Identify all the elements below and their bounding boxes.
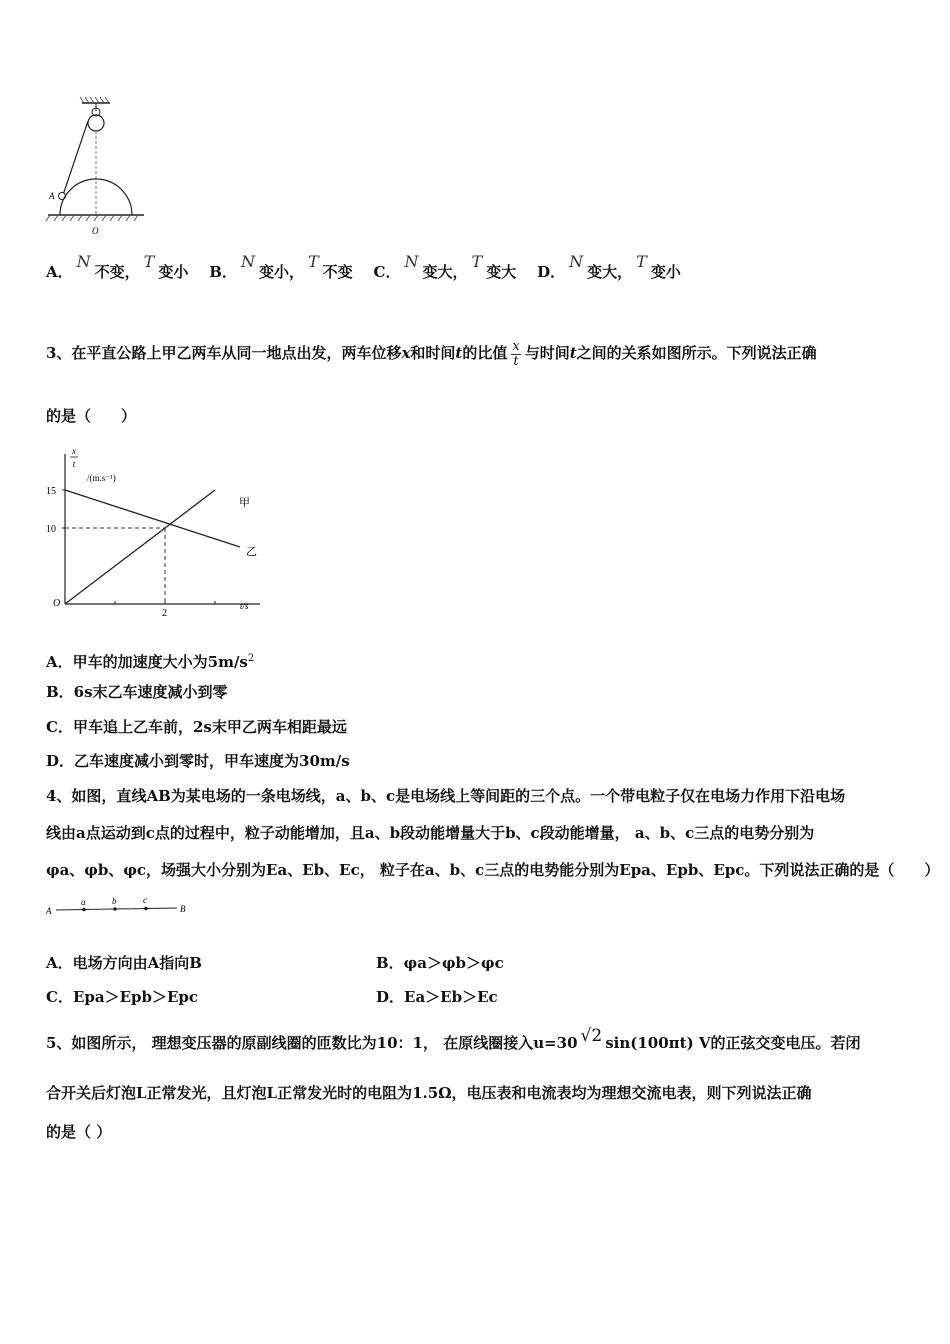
- q3-fraction: $\frac{x}{t}$: [512, 338, 520, 369]
- series-label-1: 乙: [246, 546, 257, 558]
- series-line-0: [65, 490, 215, 604]
- q4-option-d[interactable]: D．Ea＞Eb＞Ec: [376, 988, 498, 1006]
- q3-chart: [40, 444, 270, 620]
- sqrt-symbol: √2: [580, 1026, 603, 1046]
- chart-yunit: /(m.s⁻¹): [87, 473, 116, 483]
- q2-option-b[interactable]: B．N变小，T不变: [209, 252, 353, 281]
- q3-stem-line1: 3、在平直公路上甲乙两车从同一地点出发，两车位移x和时间t的比值 $\frac{x}{t}$ 与时间t之间的关系如图所示。下列说法正确: [46, 338, 817, 369]
- q4-stem-line1: 4、如图，直线AB为某电场的一条电场线，a、b、c是电场线上等间距的三个点。一个带电粒子仅在电场力作用下沿电场: [46, 787, 846, 805]
- q4-fig-a: a: [81, 897, 86, 907]
- q4-option-a[interactable]: A．电场方向由A指向B: [46, 954, 202, 972]
- q3-stem-line2: 的是（ ）: [46, 407, 137, 425]
- q3-option-d[interactable]: D．乙车速度减小到零时，甲车速度为30m/s: [46, 752, 350, 770]
- chart-xlabel: t/s: [240, 601, 249, 611]
- q3-option-b[interactable]: B．6s末乙车速度减小到零: [46, 683, 228, 701]
- series-line-1: [65, 490, 240, 547]
- pulley-hemisphere-figure: [40, 95, 150, 245]
- q4-fig-b: b: [112, 896, 117, 906]
- q2-option-d[interactable]: D．N变大，T变小: [537, 252, 681, 281]
- q4-option-b[interactable]: B．φa＞φb＞φc: [376, 954, 504, 972]
- fig1-label-a: A: [49, 191, 55, 201]
- series-label-0: 甲: [239, 497, 250, 509]
- q4-fig-c: c: [143, 895, 147, 905]
- q3-option-c[interactable]: C．甲车追上乙车前，2s末甲乙两车相距最远: [46, 718, 347, 736]
- chart-ylabel-num: x: [72, 446, 76, 456]
- q5-stem-line3: 的是（ ）: [46, 1123, 112, 1141]
- q2-options: [46, 252, 681, 282]
- chart-origin: O: [53, 598, 61, 609]
- y-tick-label-0: 15: [46, 486, 56, 497]
- y-tick-label-1: 10: [46, 524, 56, 535]
- q4-stem-line2: 线由a点运动到c点的过程中，粒子动能增加，且a、b段动能增量大于b、c段动能增量， a、b、c三点的电势分别为: [46, 824, 815, 842]
- x-tick-label-0: 2: [162, 608, 167, 619]
- q4-stem-line3: φa、φb、φc，场强大小分别为Ea、Eb、Ec， 粒子在a、b、c三点的电势能分别为Epa、Epb、Epc。下列说法正确的是（ ）: [46, 861, 940, 879]
- fig1-label-o: O: [92, 226, 99, 236]
- q4-option-c[interactable]: C．Epa＞Epb＞Epc: [46, 988, 199, 1006]
- q2-option-a[interactable]: A．N不变，T变小: [46, 252, 189, 281]
- q3-option-a[interactable]: A．甲车的加速度大小为$5m/s^2$: [46, 653, 255, 671]
- q2-option-c[interactable]: C．N变大，T变大: [373, 252, 517, 281]
- q5-stem-line1: 5、如图所示， 理想变压器的原副线圈的匝数比为10：1， 在原线圈接入u=30 √2 sin(100πt) V的正弦交变电压。若闭: [46, 1026, 861, 1052]
- chart-ylabel-den: t: [72, 459, 76, 469]
- q4-fig-A: A: [46, 906, 52, 916]
- q4-fig-B: B: [180, 904, 186, 914]
- q4-field-line-figure: [42, 893, 202, 923]
- q5-stem-line2: 合开关后灯泡L正常发光，且灯泡L正常发光时的电阻为1.5Ω，电压表和电流表均为理想交流电表，则下列说法正确: [46, 1084, 812, 1102]
